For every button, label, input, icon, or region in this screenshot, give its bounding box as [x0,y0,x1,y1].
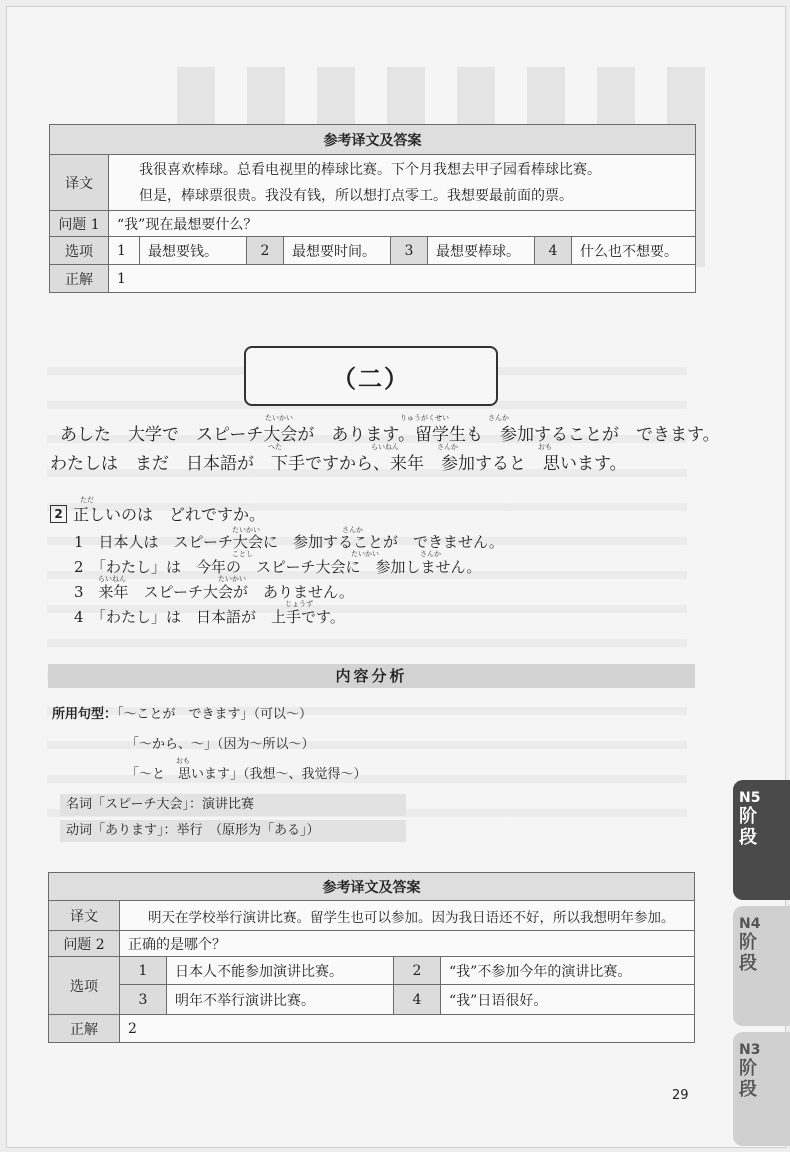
table1-option-4-text: 什么也不想要。 [572,237,696,265]
table1-option-2-text: 最想要时间。 [284,237,391,265]
table2-option-3-text: 明年不举行演讲比赛。 [167,985,394,1015]
table2-option-1-num: 1 [120,957,167,985]
table1-title: 参考译文及答案 [50,125,696,155]
tab-n5-stage-char-1: 阶 [739,806,757,827]
section-title-box [244,346,498,406]
vocab-1: 名词「スピーチ大会」：演讲比赛 [60,794,406,816]
furigana-q2-taikai: たいかい [351,550,379,558]
table1-answer-label: 正解 [50,265,109,293]
table2-answer: 2 [120,1015,695,1043]
table1-question-label: 问题 1 [50,211,109,237]
answer-table-2 [48,872,695,1043]
table1-translation-line1: 我很喜欢棒球。总看电视里的棒球比赛。下个月我想去甲子园看棒球比赛。 [139,161,601,178]
passage-line-1: あした 大学で スピーチ大会が あります。留学生も 参加することが できます。 [60,425,720,445]
furigana-q1-taikai: たいかい [232,526,260,534]
question-2-option-4: 4 「わたし」は 日本語が 上手です。 [74,608,345,626]
tab-n5-stage[interactable] [733,780,790,900]
table1-translation-label: 译文 [50,155,109,211]
pattern-1: 「～ことが できます」（可以～） [117,707,313,722]
furigana-tada: ただ [80,496,94,504]
pattern-row-1 [52,703,312,722]
table1-translation-line2: 但是，棒球票很贵。我没有钱，所以想打点零工。我想要最前面的票。 [139,187,573,204]
furigana-sanka-2: さんか [437,443,458,451]
patterns-label: 所用句型： [52,707,118,722]
table1-options-label: 选项 [50,237,109,265]
table2-title: 参考译文及答案 [49,873,695,901]
question-2-stem-row [50,502,265,525]
tab-n4-stage[interactable] [733,906,790,1026]
table2-option-4-text: “我”日语很好。 [441,985,695,1015]
furigana-kotoshi: ことし [232,550,253,558]
table2-option-2-num: 2 [394,957,441,985]
question-2-option-3: 3 来年 スピーチ大会が ありません。 [74,583,354,601]
furigana-rainen: らいねん [371,443,399,451]
table1-option-3-text: 最想要棒球。 [428,237,535,265]
furigana-ryuugakusei: りゅうがくせい [400,414,449,422]
furigana-heta: へた [268,443,282,451]
page-number: 29 [672,1088,689,1103]
tab-n5-stage-char-2: 段 [739,827,757,848]
tab-n4-level: N4 [739,916,761,932]
table2-translation-label: 译文 [49,901,120,931]
furigana-q2-sanka: さんか [420,550,441,558]
tab-n3-level: N3 [739,1042,761,1058]
furigana-sanka: さんか [488,414,509,422]
question-2-stem: 正しいのは どれですか。 [73,505,266,524]
table1-option-1-num: 1 [109,237,140,265]
table1-question: “我”现在最想要什么？ [109,211,696,237]
table2-option-3-num: 3 [120,985,167,1015]
furigana-jouzu: じょうず [285,600,313,608]
tab-n3-stage-char-1: 阶 [739,1058,757,1079]
table1-translation [109,155,696,211]
table1-answer: 1 [109,265,696,293]
table1-option-1-text: 最想要钱。 [140,237,247,265]
table1-option-3-num: 3 [391,237,428,265]
furigana-pattern-omo: おも [176,757,190,765]
table2-options-label: 选项 [49,957,120,1015]
tab-n4-stage-char-1: 阶 [739,932,757,953]
tab-n5-level: N5 [739,790,761,806]
table1-option-4-num: 4 [535,237,572,265]
tab-n4-stage-char-2: 段 [739,953,757,974]
section-title: （二） [332,363,410,393]
question-2-option-2: 2 「わたし」は 今年の スピーチ大会に 参加しません。 [74,558,482,576]
furigana-q3-rainen: らいねん [98,575,126,583]
pattern-3: 「～と 思います」（我想～、我觉得～） [126,767,367,782]
furigana-q3-taikai: たいかい [218,575,246,583]
table2-option-2-text: “我”不参加今年的演讲比赛。 [441,957,695,985]
table1-option-2-num: 2 [247,237,284,265]
table2-option-1-text: 日本人不能参加演讲比赛。 [167,957,394,985]
table2-question-label: 问题 2 [49,931,120,957]
tab-n3-stage-char-2: 段 [739,1079,757,1100]
tab-n3-stage[interactable] [733,1032,790,1146]
passage-line-2: わたしは まだ 日本語が 下手ですから、来年 参加すると 思います。 [50,454,627,474]
question-2-option-1: 1 日本人は スピーチ大会に 参加することが できません。 [74,533,504,551]
table2-answer-label: 正解 [49,1015,120,1043]
analysis-header: 内容分析 [48,664,695,688]
furigana-taikai: たいかい [265,414,293,422]
pattern-2: 「～から、～」（因为～所以～） [126,737,315,752]
table2-translation: 明天在学校举行演讲比赛。留学生也可以参加。因为我日语还不好，所以我想明年参加。 [120,901,695,931]
table2-question: 正确的是哪个？ [120,931,695,957]
vocab-2: 动词「あります」：举行 （原形为「ある」） [60,820,406,842]
question-2-number: 2 [50,505,67,523]
answer-table-1 [49,124,696,293]
table2-option-4-num: 4 [394,985,441,1015]
furigana-omo: おも [538,443,552,451]
furigana-q1-sanka: さんか [342,526,363,534]
